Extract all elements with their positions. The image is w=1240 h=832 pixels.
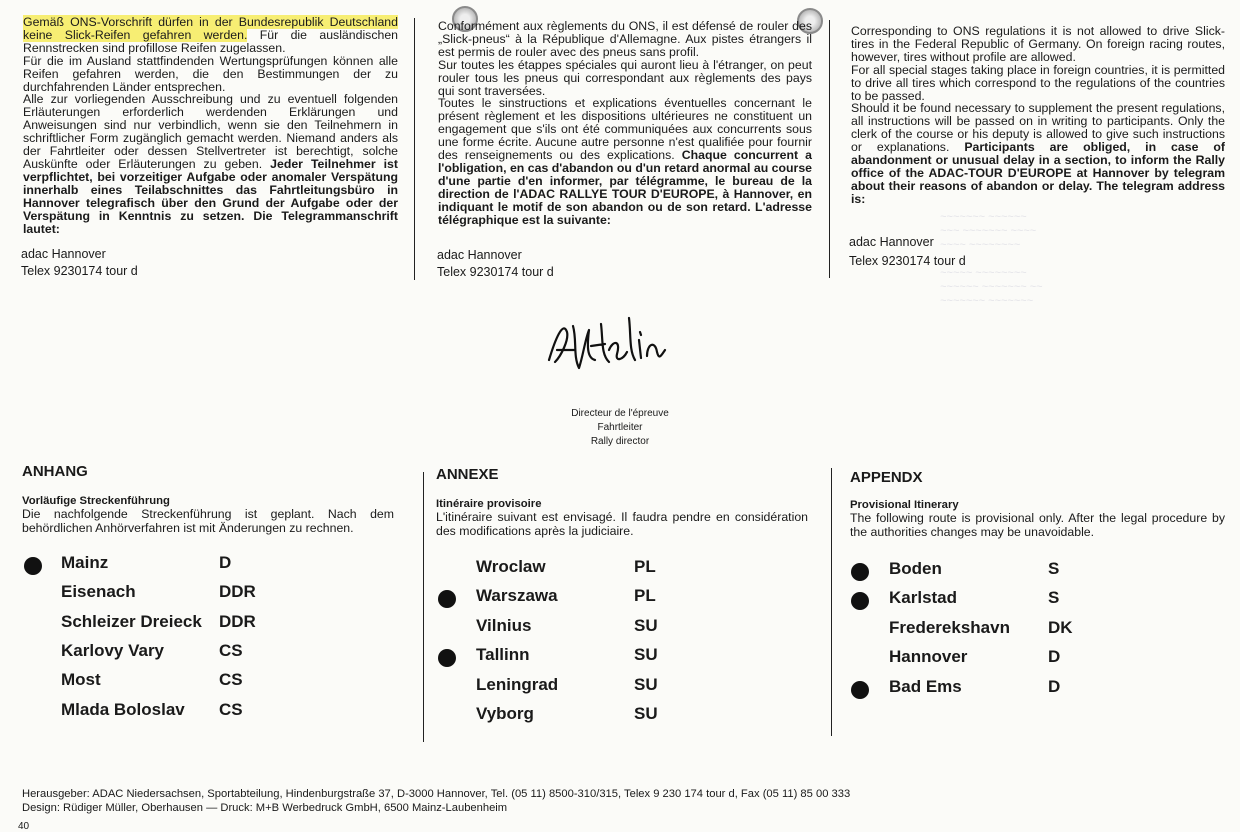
annex-heading: ANHANG [22, 463, 88, 480]
annex-subtitle: Itinéraire provisoire [436, 498, 542, 510]
route-city: Tallinn [476, 645, 530, 665]
route-country-code: SU [634, 645, 658, 665]
route-city: Mainz [61, 553, 109, 572]
route-stop [24, 612, 344, 641]
route-country-code: PL [634, 557, 656, 576]
route-country-code: SU [634, 674, 658, 694]
route-stop [24, 582, 344, 611]
route-stop [851, 677, 1171, 706]
annex-divider [423, 472, 424, 742]
route-city: Eisenach [61, 582, 136, 602]
route-stop [24, 641, 344, 670]
bleed-through-texture: ~~~~~~~ ~~~~~~ ~~~ ~~~~~~~ ~~~~ ~~~~ ~~~~~~~~ ~~~~~ ~~~~~~~~ ~~~~~~ ~~~~~~~ ~~ ~~~~~~~ ~~~~~~~ [940, 211, 1043, 307]
route-bullet-icon [851, 681, 869, 699]
route-country-code: S [1048, 559, 1060, 578]
route-stop [438, 645, 758, 674]
route-country-code: PL [634, 586, 656, 606]
route-city: Karlovy Vary [61, 640, 165, 660]
annex-description: The following route is provisional only. After the legal procedure by the authorities changes may be unavoidable. [850, 511, 1225, 539]
highlighted-text: Gemäß ONS-Vorschrift dürfen in der Bundesrepublik Deutschland keine Slick-Reifen gefahren werden. [23, 15, 398, 42]
route-country-code: SU [634, 704, 658, 723]
route-country-code: D [1048, 676, 1061, 696]
english-address: adac Hannover [849, 235, 934, 249]
route-city: Bad Ems [889, 676, 962, 696]
german-paragraph-2: Für die im Ausland stattfindenden Wertungsprüfungen können alle Reifen gefahren werden, die den Bestimmungen der zu durchfahrenden Länder entsprechen. [23, 53, 398, 94]
signature-title-en: Rally director [590, 436, 650, 447]
route-stop [851, 559, 1171, 588]
route-city: Leningrad [476, 674, 559, 694]
route-city: Vyborg [476, 704, 534, 723]
signature-title-de: Fahrtleiter [597, 422, 643, 433]
route-stop [851, 618, 1171, 647]
annex-english [850, 469, 1225, 539]
french-paragraph-2: Sur toutes les étappes spéciales qui auront lieu à l'étranger, on peut rouler tous les pneus qui correspondant aux règlements des pays qui sont traversées. [438, 57, 812, 98]
route-stop [24, 553, 344, 582]
route-city: Karlstad [889, 588, 958, 608]
page-number: 40 [18, 821, 30, 832]
english-telex: Telex 9230174 tour d [849, 254, 966, 268]
french-address: adac Hannover [437, 248, 522, 262]
route-city: Schleizer Dreieck [61, 611, 202, 631]
route-country-code: SU [634, 615, 658, 635]
english-paragraph-1: Corresponding to ONS regulations it is not allowed to drive Slick-tires in the Federal Republic of Germany. On foreign racing routes, however, tires without profile are allowed. [851, 24, 1225, 64]
annex-description: Die nachfolgende Streckenführung ist geplant. Nach dem behördlichen Anhörverfahren ist mit Änderungen zu rechnen. [22, 507, 394, 535]
french-paragraph-1: Conformément aux règlements du ONS, il est défensé de rouler des „Slick-pneus“ à la République d'Allemagne. Aux pistes étrangers il est permis de rouler avec des pneus sans profil. [438, 19, 812, 59]
annex-subtitle: Vorläufige Streckenführung [22, 495, 170, 507]
french-telex: Telex 9230174 tour d [437, 265, 554, 279]
route-country-code: D [219, 553, 232, 572]
route-stop [438, 616, 758, 645]
route-stop [438, 675, 758, 704]
footer-publisher-line: Herausgeber: ADAC Niedersachsen, Sportabteilung, Hindenburgstraße 37, D-3000 Hannover, Tel. (05 11) 8500-310/315, Telex 9 230 174 tour d, Fax (05 11) 85 00 333 [22, 788, 851, 800]
german-paragraph-1: Gemäß ONS-Vorschrift dürfen in der Bundesrepublik Deutschland keine Slick-Reifen gefahren werden. Für die ausländischen Rennstrecken sind profillose Reifen zugelassen. [23, 15, 398, 55]
route-stop [438, 704, 758, 733]
route-bullet-icon [24, 557, 42, 575]
annex-heading: ANNEXE [436, 466, 499, 483]
route-city: Frederekshavn [889, 617, 1010, 637]
signature-caption [540, 407, 700, 449]
annex-subtitle: Provisional Itinerary [850, 499, 959, 511]
route-city: Hannover [889, 647, 968, 667]
english-column [851, 25, 1225, 206]
column-divider [829, 20, 830, 278]
annex-heading: APPENDX [850, 469, 923, 486]
route-city: Wroclaw [476, 557, 546, 576]
annex-german [22, 463, 394, 535]
route-country-code: CS [219, 670, 243, 690]
route-city: Vilnius [476, 615, 532, 635]
english-paragraph-3: Should it be found necessary to supplement the present regulations, all instructions will be passed on in writing to participants. Only the clerk of the course or his deputy is allowed to give such instructions or explanations. Participants are obliged, in case of abandonment or unusual delay in a section, to inform the Rally office of the ADAC-TOUR D'EUROPE at Hannover by telegram about their reasons of abandon or delay. The telegram address is: [851, 101, 1225, 206]
route-country-code: CS [219, 699, 243, 719]
route-city: Boden [889, 559, 942, 578]
footer-design-line: Design: Rüdiger Müller, Oberhausen — Druck: M+B Werbedruck GmbH, 6500 Mainz-Laubenheim [22, 802, 508, 814]
route-bullet-icon [438, 590, 456, 608]
signature-title-fr: Directeur de l'épreuve [571, 408, 669, 419]
publisher-footer [22, 787, 850, 815]
annex-french [436, 466, 808, 538]
annex-divider [831, 468, 832, 736]
route-stop [438, 557, 758, 586]
route-country-code: DK [1048, 617, 1073, 637]
german-address: adac Hannover [21, 247, 106, 261]
route-city: Most [61, 670, 101, 690]
route-stop [851, 588, 1171, 617]
french-paragraph-3: Toutes le sinstructions et explications éventuelles concernant le présent règlement et les dispositions ultérieures ne constituent un engagement que s'ils ont été communiquées aux concurrents sous une forme écrite. Aucune autre personne n'est qualifiée pour fournir des renseignements ou des explications. Chaque concurrent a l'obligation, en cas d'abandon ou d'un retard anormal au course d'une partie d'en informer, par télégramme, le bureau de la direction de l'ADAC RALLYE TOUR D'EUROPE, à Hannover, en indiquant le motif de son abandon ou de son retard. L'adresse télégraphique est la suivante: [438, 96, 812, 227]
route-country-code: DDR [219, 582, 256, 602]
route-stop [851, 647, 1171, 676]
route-stop [24, 670, 344, 699]
column-divider [414, 18, 415, 280]
route-country-code: CS [219, 640, 243, 660]
annex-description: L'itinéraire suivant est envisagé. Il faudra pendre en considération des modifications après la judiciaire. [436, 510, 808, 538]
route-bullet-icon [438, 649, 456, 667]
route-stop [438, 586, 758, 615]
route-country-code: D [1048, 647, 1061, 667]
french-column [438, 20, 812, 227]
english-paragraph-2: For all special stages taking place in foreign countries, it is permitted to drive all tires which correspond to the regulations of the countries to be passed. [851, 62, 1225, 103]
german-column [23, 16, 398, 235]
route-country-code: S [1048, 588, 1060, 608]
route-city: Mlada Boloslav [61, 699, 185, 719]
route-city: Warszawa [476, 586, 558, 606]
route-country-code: DDR [219, 611, 256, 631]
route-bullet-icon [851, 563, 869, 581]
route-stop [24, 700, 344, 729]
route-bullet-icon [851, 592, 869, 610]
german-telex: Telex 9230174 tour d [21, 264, 138, 278]
german-paragraph-3: Alle zur vorliegenden Ausschreibung und zu eventuell folgenden Erläuterungen erforderlich werdenden Erklärungen und Anweisungen sind nur verbindlich, wenn sie den Teilnehmern in schriftlicher Form zugänglich gemacht werden. Niemand anders als der Fahrtleiter oder dessen Stellvertreter ist berechtigt, solche Auskünfte oder Erläuterungen zu geben. Jeder Teilnehmer ist verpflichtet, bei vorzeitiger Aufgabe oder anomaler Verspätung innerhalb eines Teilabschnittes das Fahrtleitungsbüro in Hannover telegrafisch über den Grund der Aufgabe oder der Verspätung in Kenntnis zu setzen. Die Telegrammanschrift lautet: [23, 92, 398, 236]
handwritten-signature [543, 310, 693, 384]
